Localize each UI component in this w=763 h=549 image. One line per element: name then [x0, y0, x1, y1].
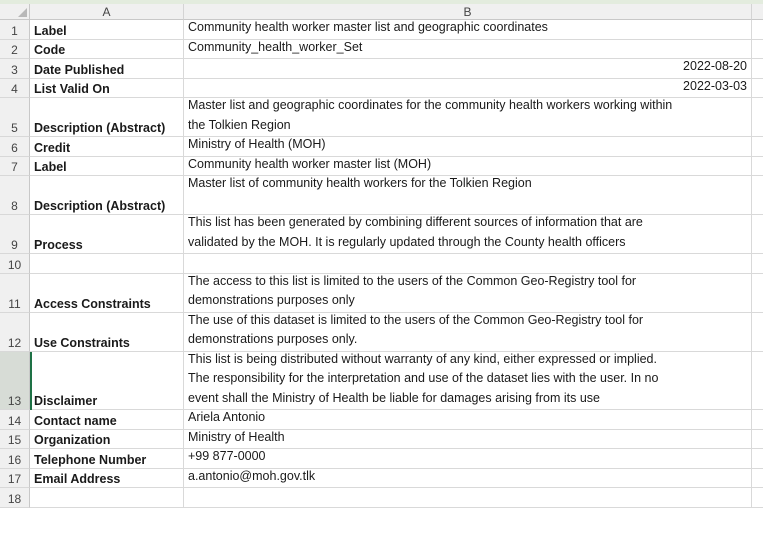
cell-text-line: The access to this list is limited to the users of the Common Geo-Registry tool for — [188, 273, 637, 288]
row-header[interactable]: 15 — [0, 430, 30, 450]
cell-text-line: Ariela Antonio — [188, 410, 266, 424]
cell-text-line: 2022-08-20 — [683, 59, 747, 73]
cell-empty[interactable] — [752, 410, 763, 430]
cell-text-line — [188, 252, 747, 272]
select-all-corner[interactable] — [0, 4, 30, 20]
table-row — [0, 98, 763, 137]
cell-empty[interactable] — [752, 274, 763, 313]
table-row — [0, 313, 763, 352]
cell-text-line: Ministry of Health — [188, 429, 285, 444]
cell-text-line: The responsibility for the interpretation and use of the dataset lies with the user. In no — [188, 371, 659, 385]
row-header[interactable]: 17 — [0, 469, 30, 489]
table-row — [0, 59, 763, 79]
cell-text-line: Community health worker master list (MOH) — [188, 156, 432, 171]
selection-indicator — [30, 352, 32, 411]
cell-label[interactable]: Disclaimer — [30, 352, 184, 411]
row-header[interactable]: 8 — [0, 176, 30, 215]
cell-label[interactable]: Date Published — [30, 59, 184, 79]
cell-label[interactable]: Organization — [30, 430, 184, 450]
cell-text-line: Master list and geographic coordinates for the community health workers working within — [188, 98, 673, 112]
cell-text-line: validated by the MOH. It is regularly updated through the County health officers — [188, 234, 626, 249]
table-row — [0, 352, 763, 411]
cell-empty[interactable] — [752, 176, 763, 215]
cell-label[interactable]: Contact name — [30, 410, 184, 430]
cell-label[interactable]: List Valid On — [30, 79, 184, 99]
cell-empty[interactable] — [752, 430, 763, 450]
cell-empty[interactable] — [752, 79, 763, 99]
column-header-a[interactable]: A — [30, 4, 184, 20]
row-header[interactable]: 16 — [0, 449, 30, 469]
cell-value[interactable] — [184, 313, 752, 352]
cell-text-line: 2022-03-03 — [683, 78, 747, 93]
cell-label[interactable]: Label — [30, 20, 184, 40]
row-header[interactable]: 1 — [0, 20, 30, 40]
cell-text-line — [188, 194, 747, 214]
row-header[interactable]: 6 — [0, 137, 30, 157]
cell-label[interactable] — [30, 488, 184, 508]
cell-empty[interactable] — [752, 254, 763, 274]
cell-text-line: Community_health_worker_Set — [188, 39, 363, 54]
cell-label[interactable]: Process — [30, 215, 184, 254]
cell-text-line: event shall the Ministry of Health be liable for damages arising from its use — [188, 390, 600, 405]
table-row — [0, 488, 763, 508]
cell-value[interactable] — [184, 98, 752, 137]
cell-empty[interactable] — [752, 215, 763, 254]
cell-value[interactable] — [184, 176, 752, 215]
cell-text-line: the Tolkien Region — [188, 117, 291, 132]
row-header[interactable]: 10 — [0, 254, 30, 274]
cell-label[interactable]: Label — [30, 157, 184, 177]
row-header[interactable]: 5 — [0, 98, 30, 137]
cell-empty[interactable] — [752, 40, 763, 60]
row-header[interactable]: 7 — [0, 157, 30, 177]
cell-empty[interactable] — [752, 313, 763, 352]
cell-value[interactable] — [184, 40, 752, 60]
cell-label[interactable]: Credit — [30, 137, 184, 157]
cell-label[interactable]: Telephone Number — [30, 449, 184, 469]
cell-text-line: Ministry of Health (MOH) — [188, 137, 326, 151]
cell-label[interactable]: Description (Abstract) — [30, 176, 184, 215]
row-header[interactable]: 9 — [0, 215, 30, 254]
cell-value[interactable] — [184, 488, 752, 508]
cell-value[interactable] — [184, 215, 752, 254]
cell-value[interactable] — [184, 352, 752, 411]
cell-label[interactable]: Description (Abstract) — [30, 98, 184, 137]
cell-empty[interactable] — [752, 488, 763, 508]
table-row — [0, 176, 763, 215]
cell-text-line: +99 877-0000 — [188, 449, 266, 463]
cell-empty[interactable] — [752, 137, 763, 157]
cell-empty[interactable] — [752, 157, 763, 177]
cell-label[interactable]: Code — [30, 40, 184, 60]
column-header-c[interactable] — [752, 4, 763, 20]
cell-label[interactable]: Email Address — [30, 469, 184, 489]
table-row — [0, 274, 763, 313]
cell-empty[interactable] — [752, 449, 763, 469]
row-header[interactable]: 11 — [0, 274, 30, 313]
table-row — [0, 40, 763, 60]
row-header[interactable]: 14 — [0, 410, 30, 430]
cell-label[interactable]: Access Constraints — [30, 274, 184, 313]
row-header[interactable]: 12 — [0, 313, 30, 352]
cell-empty[interactable] — [752, 352, 763, 411]
row-header[interactable]: 2 — [0, 40, 30, 60]
cell-value[interactable] — [184, 59, 752, 79]
row-header[interactable]: 13 — [0, 352, 30, 411]
row-header[interactable]: 4 — [0, 79, 30, 99]
cell-label[interactable] — [30, 254, 184, 274]
cell-empty[interactable] — [752, 20, 763, 40]
cell-text-line — [188, 486, 747, 506]
cell-text-line: demonstrations purposes only. — [188, 332, 358, 346]
cell-text-line: This list is being distributed without warranty of any kind, either expressed or implied. — [188, 351, 657, 366]
row-header[interactable]: 18 — [0, 488, 30, 508]
row-header[interactable]: 3 — [0, 59, 30, 79]
cell-value[interactable] — [184, 274, 752, 313]
cell-text-line: Master list of community health workers for the Tolkien Region — [188, 176, 532, 190]
cell-empty[interactable] — [752, 59, 763, 79]
cell-text-line: This list has been generated by combining different sources of information that are — [188, 215, 643, 229]
cell-text-line: The use of this dataset is limited to the users of the Common Geo-Registry tool for — [188, 312, 644, 327]
column-header-b[interactable]: B — [184, 4, 752, 20]
cell-text-line: demonstrations purposes only — [188, 293, 355, 307]
table-row — [0, 215, 763, 254]
cell-empty[interactable] — [752, 98, 763, 137]
cell-empty[interactable] — [752, 469, 763, 489]
cell-label[interactable]: Use Constraints — [30, 313, 184, 352]
cell-text-line: Community health worker master list and geographic coordinates — [188, 20, 548, 34]
cell-text-line: a.antonio@moh.gov.tlk — [188, 468, 316, 483]
